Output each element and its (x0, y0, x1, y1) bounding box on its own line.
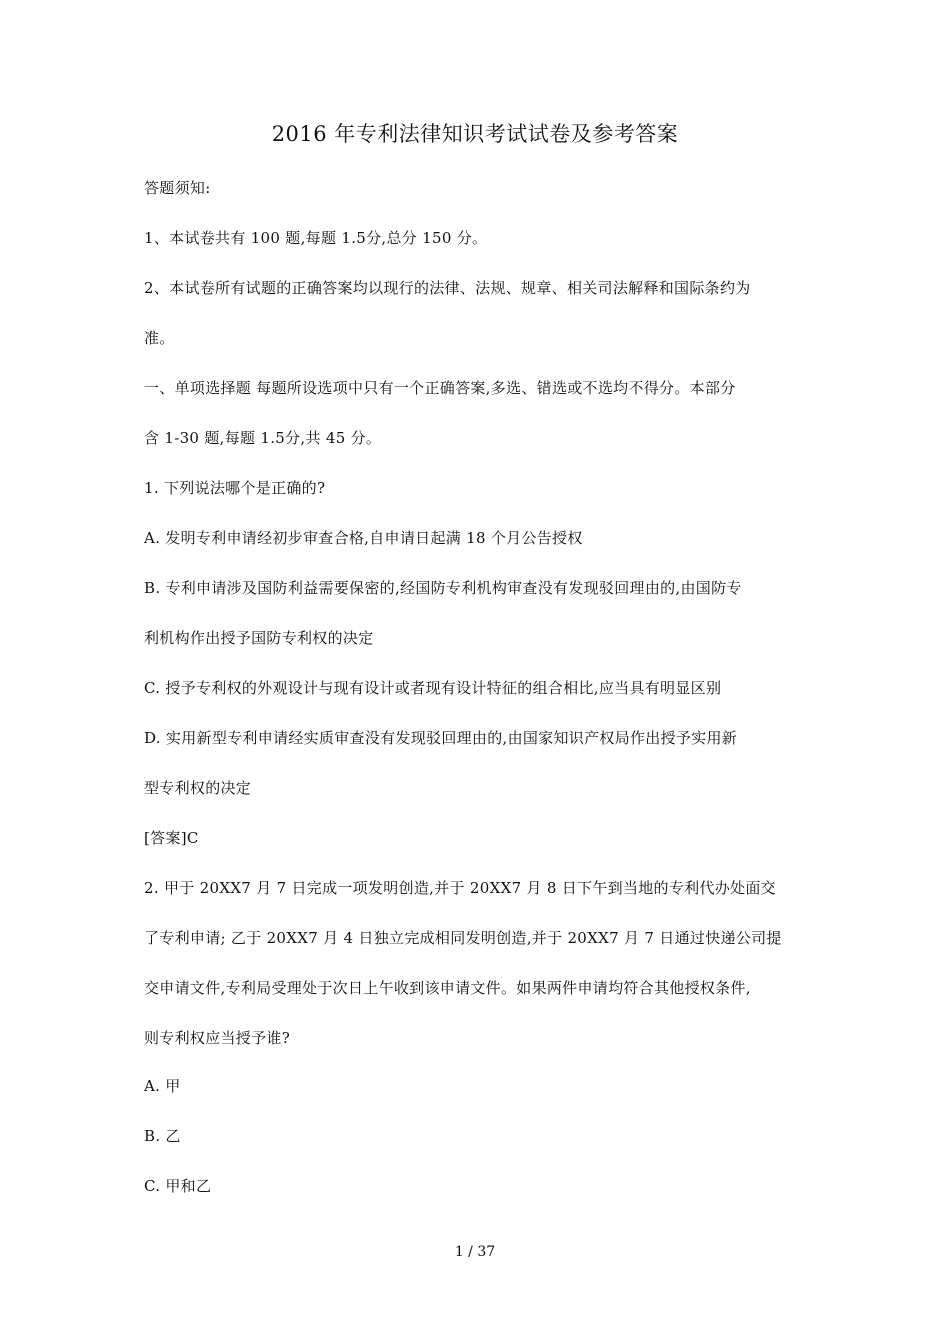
question-2-option-a: A. 甲 (144, 1077, 181, 1095)
section-heading-line-1: 一、单项选择题 每题所设选项中只有一个正确答案,多选、错选或不选均不得分。本部分 (144, 379, 736, 397)
question-1-answer: [答案]C (144, 829, 199, 847)
question-1-option-d-line-2: 型专利权的决定 (144, 779, 252, 797)
question-2-option-b: B. 乙 (144, 1127, 181, 1145)
question-1-option-b-line-1: B. 专利申请涉及国防利益需要保密的,经国防专利机构审查没有发现驳回理由的,由国防专 (144, 579, 742, 597)
notice-item-2-line-1: 2、本试卷所有试题的正确答案均以现行的法律、法规、规章、相关司法解释和国际条约为 (144, 279, 751, 297)
notice-item-1: 1、本试卷共有 100 题,每题 1.5分,总分 150 分。 (144, 229, 488, 247)
notice-item-2-line-2: 准。 (144, 329, 175, 347)
question-1-option-c: C. 授予专利权的外观设计与现有设计或者现有设计特征的组合相比,应当具有明显区别 (144, 679, 722, 697)
question-1-option-b-line-2: 利机构作出授予国防专利权的决定 (144, 629, 374, 647)
question-2-stem-line-1: 2. 甲于 20XX7 月 7 日完成一项发明创造,并于 20XX7 月 8 日下午到当地的专利代办处面交 (144, 879, 776, 897)
question-2-stem-line-2: 了专利申请; 乙于 20XX7 月 4 日独立完成相同发明创造,并于 20XX7 月 7 日通过快递公司提 (144, 929, 782, 947)
question-1-option-a: A. 发明专利申请经初步审查合格,自申请日起满 18 个月公告授权 (144, 529, 583, 547)
page-title: 2016 年专利法律知识考试试卷及参考答案 (271, 122, 679, 146)
page-number: 1 / 37 (454, 1244, 496, 1260)
section-heading-line-2: 含 1-30 题,每题 1.5分,共 45 分。 (144, 429, 382, 447)
question-1-option-d-line-1: D. 实用新型专利申请经实质审查没有发现驳回理由的,由国家知识产权局作出授予实用新 (144, 729, 738, 747)
question-2-stem-line-4: 则专利权应当授予谁? (144, 1029, 291, 1047)
question-2-stem-line-3: 交申请文件,专利局受理处于次日上午收到该申请文件。如果两件申请均符合其他授权条件, (144, 979, 751, 997)
question-1-stem: 1. 下列说法哪个是正确的? (144, 479, 326, 497)
question-2-option-c: C. 甲和乙 (144, 1177, 212, 1195)
notice-heading: 答题须知: (144, 179, 211, 197)
